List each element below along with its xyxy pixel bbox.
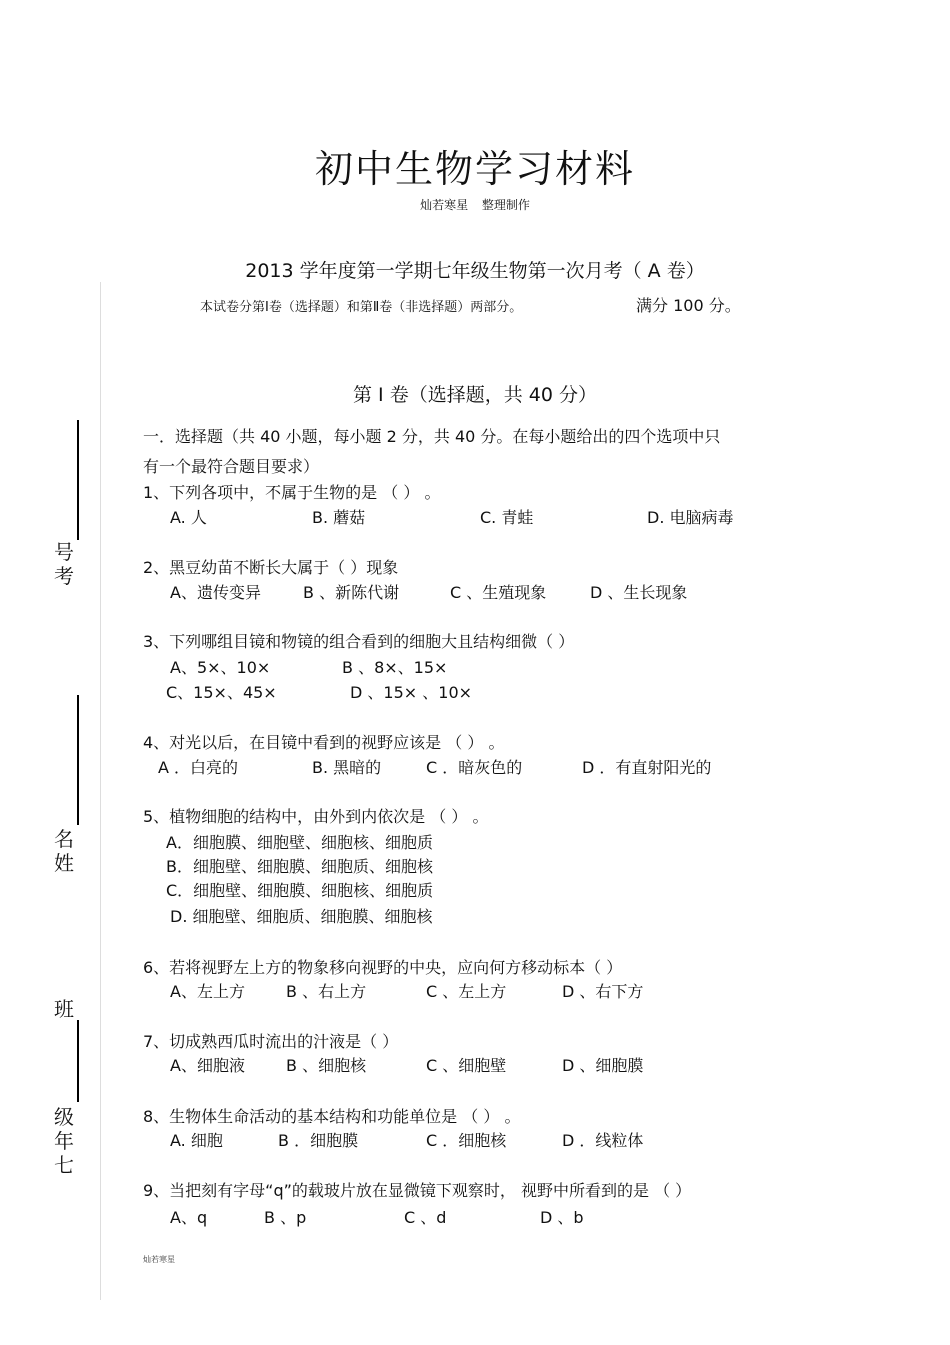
question-7-stem: 7、切成熟西瓜时流出的汁液是（ ） bbox=[143, 1032, 399, 1051]
question-3-option: D 、15× 、10× bbox=[350, 683, 473, 702]
question-6-option: C 、左上方 bbox=[426, 982, 507, 1001]
question-5-option: A．细胞膜、细胞壁、细胞核、细胞质 bbox=[166, 833, 433, 852]
page-footer: 灿若寒星 bbox=[143, 1255, 175, 1264]
question-4-option: D ．有直射阳光的 bbox=[582, 758, 712, 777]
question-1-stem: 1、下列各项中，不属于生物的是 （ ） 。 bbox=[143, 483, 441, 502]
document-subtitle: 灿若寒星 整理制作 bbox=[420, 198, 530, 212]
question-6-stem: 6、若将视野左上方的物象移向视野的中央，应向何方移动标本（ ） bbox=[143, 958, 623, 977]
sidebar-grade-label: 级年七 bbox=[54, 1105, 74, 1177]
binding-line-3 bbox=[77, 1020, 79, 1102]
question-2-option: A、遗传变异 bbox=[170, 583, 261, 602]
question-5-option: B．细胞壁、细胞膜、细胞质、细胞核 bbox=[166, 857, 433, 876]
question-4-option: A ．白亮的 bbox=[158, 758, 239, 777]
sidebar-name-label: 名姓 bbox=[54, 827, 74, 875]
section-heading: 第 I 卷（选择题，共 40 分） bbox=[353, 384, 597, 406]
question-8-option: B ．细胞膜 bbox=[278, 1131, 359, 1150]
question-6-option: B 、右上方 bbox=[286, 982, 367, 1001]
question-2-stem: 2、黑豆幼苗不断长大属于（ ）现象 bbox=[143, 558, 399, 577]
question-7-option: D 、细胞膜 bbox=[562, 1056, 644, 1075]
question-3-stem: 3、下列哪组目镜和物镜的组合看到的细胞大且结构细微（ ） bbox=[143, 632, 575, 651]
question-1-option: C. 青蛙 bbox=[480, 508, 534, 527]
question-9-option: A、q bbox=[170, 1208, 208, 1227]
question-8-option: D ．线粒体 bbox=[562, 1131, 644, 1150]
question-3-option: A、5×、10× bbox=[170, 658, 271, 677]
binding-line-2 bbox=[77, 695, 79, 825]
question-3-option: B 、8×、15× bbox=[342, 658, 448, 677]
question-1-option: B. 蘑菇 bbox=[312, 508, 366, 527]
sidebar-class-label: 班 bbox=[54, 997, 74, 1021]
question-8-stem: 8、生物体生命活动的基本结构和功能单位是 （ ） 。 bbox=[143, 1107, 521, 1126]
question-4-option: C ．暗灰色的 bbox=[426, 758, 523, 777]
question-7-option: B 、细胞核 bbox=[286, 1056, 367, 1075]
document-title: 初中生物学习材料 bbox=[314, 147, 635, 191]
question-4-option: B. 黑暗的 bbox=[312, 758, 382, 777]
margin-guide-line bbox=[100, 282, 101, 1300]
question-9-stem: 9、当把刻有字母“q”的载玻片放在显微镜下观察时， 视野中所看到的是 （ ） bbox=[143, 1181, 692, 1200]
exam-note: 本试卷分第Ⅰ卷（选择题）和第Ⅱ卷（非选择题）两部分。 bbox=[200, 300, 523, 315]
question-5-option: C．细胞壁、细胞膜、细胞核、细胞质 bbox=[166, 881, 434, 900]
question-4-stem: 4、对光以后，在目镜中看到的视野应该是 （ ） 。 bbox=[143, 733, 505, 752]
question-5-option: D. 细胞壁、细胞质、细胞膜、细胞核 bbox=[170, 907, 433, 926]
question-9-option: B 、p bbox=[264, 1208, 307, 1227]
question-7-option: A、细胞液 bbox=[170, 1056, 245, 1075]
question-1-option: A. 人 bbox=[170, 508, 207, 527]
question-5-stem: 5、植物细胞的结构中，由外到内依次是 （ ） 。 bbox=[143, 807, 489, 826]
instructions-line-2: 有一个最符合题目要求） bbox=[143, 457, 320, 476]
question-1-option: D. 电脑病毒 bbox=[647, 508, 734, 527]
question-9-option: C 、d bbox=[404, 1208, 447, 1227]
binding-line-1 bbox=[77, 420, 79, 540]
instructions-line-1: 一．选择题（共 40 小题，每小题 2 分，共 40 分。在每小题给出的四个选项中只 bbox=[143, 427, 721, 446]
question-7-option: C 、细胞壁 bbox=[426, 1056, 507, 1075]
question-6-option: D 、右下方 bbox=[562, 982, 644, 1001]
question-8-option: A. 细胞 bbox=[170, 1131, 223, 1150]
question-6-option: A、左上方 bbox=[170, 982, 245, 1001]
question-8-option: C ．细胞核 bbox=[426, 1131, 507, 1150]
exam-title: 2013 学年度第一学期七年级生物第一次月考（ A 卷） bbox=[245, 260, 705, 282]
question-9-option: D 、b bbox=[540, 1208, 584, 1227]
exam-score: 满分 100 分。 bbox=[636, 296, 741, 315]
sidebar-exam-number-label: 号考 bbox=[54, 540, 74, 588]
question-2-option: B 、新陈代谢 bbox=[303, 583, 400, 602]
question-3-option: C、15×、45× bbox=[166, 683, 277, 702]
question-2-option: C 、生殖现象 bbox=[450, 583, 547, 602]
question-2-option: D 、生长现象 bbox=[590, 583, 688, 602]
